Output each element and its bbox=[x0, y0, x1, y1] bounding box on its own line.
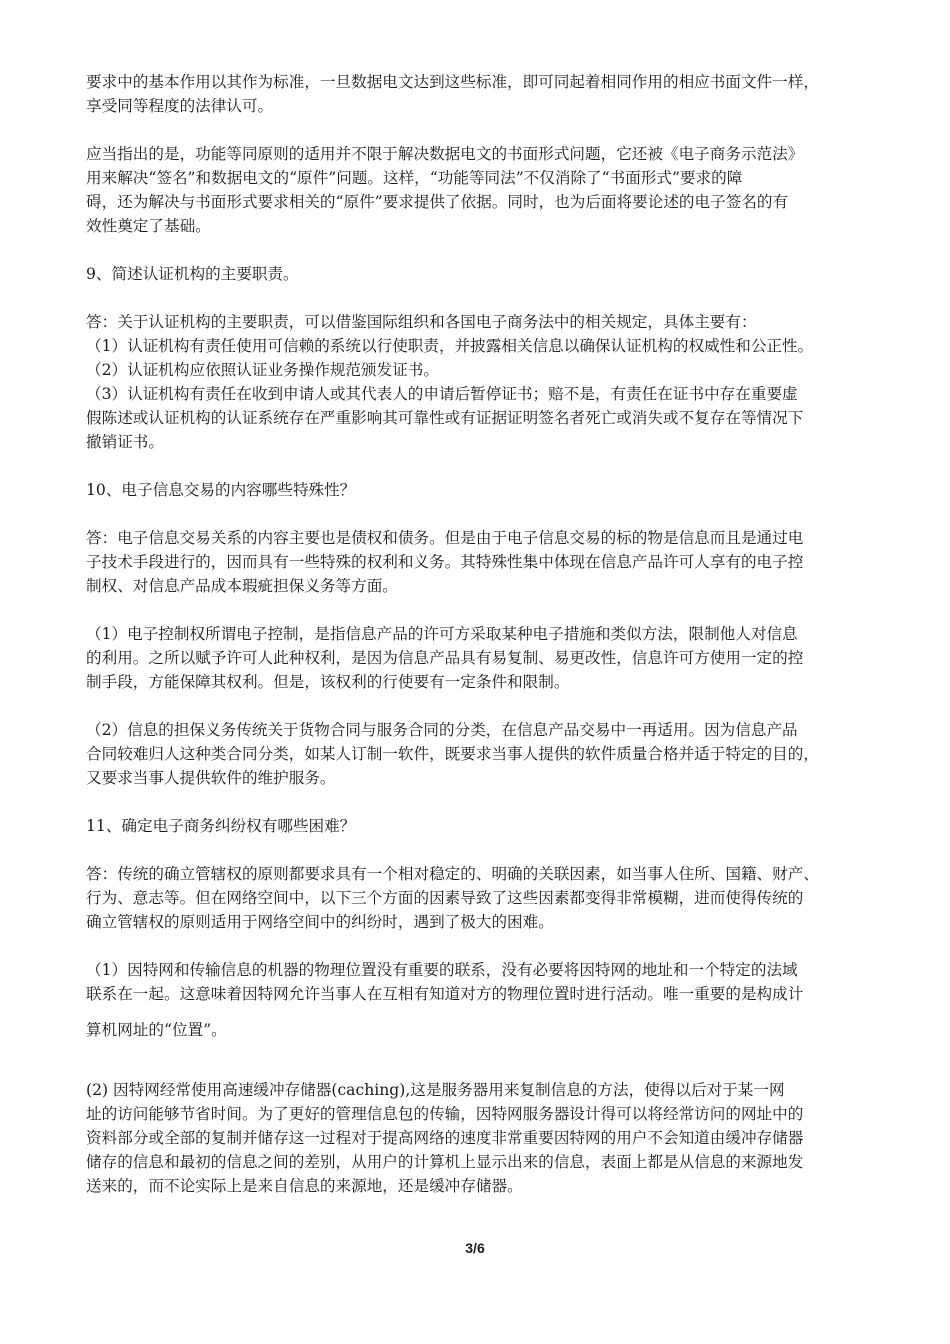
text-line: 合同较难归人这种类合同分类，如某人订制一软件，既要求当事人提供的软件质量合格并适于特定的目的， bbox=[86, 745, 819, 763]
intro-paragraph bbox=[86, 70, 870, 118]
question-10: 10、电子信息交易的内容哪些特殊性？ bbox=[86, 481, 356, 499]
text-line: 答：关于认证机构的主要职责，可以借鉴国际组织和各国电子商务法中的相关规定，具体主要有： bbox=[86, 313, 757, 331]
text-line: 答：传统的确立管辖权的原则都要求具有一个相对稳定的、明确的关联因素，如当事人住所、国籍、财产、 bbox=[86, 865, 819, 883]
text-line: （2）信息的担保义务传统关于货物合同与服务合同的分类，在信息产品交易中一再适用。因为信息产品 bbox=[86, 721, 798, 739]
text-line: 碍，还为解决与书面形式要求相关的“原件”要求提供了依据。同时，也为后面将要论述的电子签名的有 bbox=[86, 193, 789, 211]
text-line: 享受同等程度的法律认可。 bbox=[86, 97, 274, 115]
text-line: 算机网址的“位置”。 bbox=[86, 1021, 227, 1039]
text-line: 址的访问能够节省时间。为了更好的管理信息包的传输，因特网服务器设计得可以将经常访问的网址中的 bbox=[86, 1105, 804, 1123]
text-line: 用来解决“签名”和数据电文的“原件”问题。这样，“功能等同法”不仅消除了“书面形式”要求的障 bbox=[86, 169, 743, 187]
answer-9 bbox=[86, 310, 870, 454]
question-11: 11、确定电子商务纠纷权有哪些困难？ bbox=[86, 817, 356, 835]
text-line: 储存的信息和最初的信息之间的差别，从用户的计算机上显示出来的信息，表面上都是从信息的来源地发 bbox=[86, 1153, 804, 1171]
answer-11 bbox=[86, 862, 870, 934]
page-content bbox=[86, 70, 870, 1198]
text-line: 要求中的基本作用以其作为标准，一旦数据电文达到这些标准，即可同起着相同作用的相应书面文件一样， bbox=[86, 73, 819, 91]
page-number: 3/6 bbox=[465, 1240, 485, 1256]
text-line: 撤销证书。 bbox=[86, 433, 164, 451]
functional-equivalence-paragraph bbox=[86, 142, 870, 238]
text-line: 的利用。之所以赋予许可人此种权利，是因为信息产品具有易复制、易更改性，信息许可方使用一定的控 bbox=[86, 649, 804, 667]
text-line: 资料部分或全部的复制并储存这一过程对于提高网络的速度非常重要因特网的用户不会知道由缓冲存储器 bbox=[86, 1129, 804, 1147]
text-line: 子技术手段进行的，因而具有一些特殊的权利和义务。其特殊性集中体现在信息产品许可人享有的电子控 bbox=[86, 553, 804, 571]
answer-10-point-1 bbox=[86, 622, 870, 694]
text-line: 应当指出的是，功能等同原则的适用并不限于解决数据电文的书面形式问题，它还被《电子商务示范法》 bbox=[86, 145, 804, 163]
text-line: 效性奠定了基础。 bbox=[86, 217, 211, 235]
text-line: 送来的，而不论实际上是来自信息的来源地，还是缓冲存储器。 bbox=[86, 1177, 523, 1195]
text-line: （1）电子控制权所谓电子控制，是指信息产品的许可方采取某种电子措施和类似方法，限制他人对信息 bbox=[86, 625, 798, 643]
text-line: 答：电子信息交易关系的内容主要也是债权和债务。但是由于电子信息交易的标的物是信息而且是通过电 bbox=[86, 529, 804, 547]
text-line: (2) 因特网经常使用高速缓冲存储器(caching),这是服务器用来复制信息的方法，使得以后对于某一网 bbox=[86, 1081, 785, 1099]
answer-10-point-2 bbox=[86, 718, 870, 790]
text-line: （2）认证机构应依照认证业务操作规范颁发证书。 bbox=[86, 361, 439, 379]
text-line: 又要求当事人提供软件的维护服务。 bbox=[86, 769, 336, 787]
answer-11-point-1 bbox=[86, 958, 870, 1006]
text-line: 制权、对信息产品成本瑕疵担保义务等方面。 bbox=[86, 577, 398, 595]
text-line: （1）因特网和传输信息的机器的物理位置没有重要的联系，没有必要将因特网的地址和一个特定的法域 bbox=[86, 961, 798, 979]
text-line: 联系在一起。这意味着因特网允许当事人在互相有知道对方的物理位置时进行活动。唯一重要的是构成计 bbox=[86, 985, 804, 1003]
text-line: 假陈述或认证机构的认证系统存在严重影响其可靠性或有证据证明签名者死亡或消失或不复存在等情况下 bbox=[86, 409, 804, 427]
answer-11-point-2 bbox=[86, 1078, 870, 1198]
text-line: 确立管辖权的原则适用于网络空间中的纠纷时，遇到了极大的困难。 bbox=[86, 913, 554, 931]
text-line: 行为、意志等。但在网络空间中，以下三个方面的因素导致了这些因素都变得非常模糊，进而使得传统的 bbox=[86, 889, 804, 907]
text-line: （1）认证机构有责任使用可信赖的系统以行使职责，并披露相关信息以确保认证机构的权威性和公正性。 bbox=[86, 337, 814, 355]
text-line: 制手段，方能保障其权利。但是，该权利的行使要有一定条件和限制。 bbox=[86, 673, 570, 691]
answer-10 bbox=[86, 526, 870, 598]
text-line: （3）认证机构有责任在收到申请人或其代表人的申请后暂停证书；赔不是，有责任在证书中存在重要虚 bbox=[86, 385, 798, 403]
question-9: 9、简述认证机构的主要职责。 bbox=[86, 265, 299, 283]
